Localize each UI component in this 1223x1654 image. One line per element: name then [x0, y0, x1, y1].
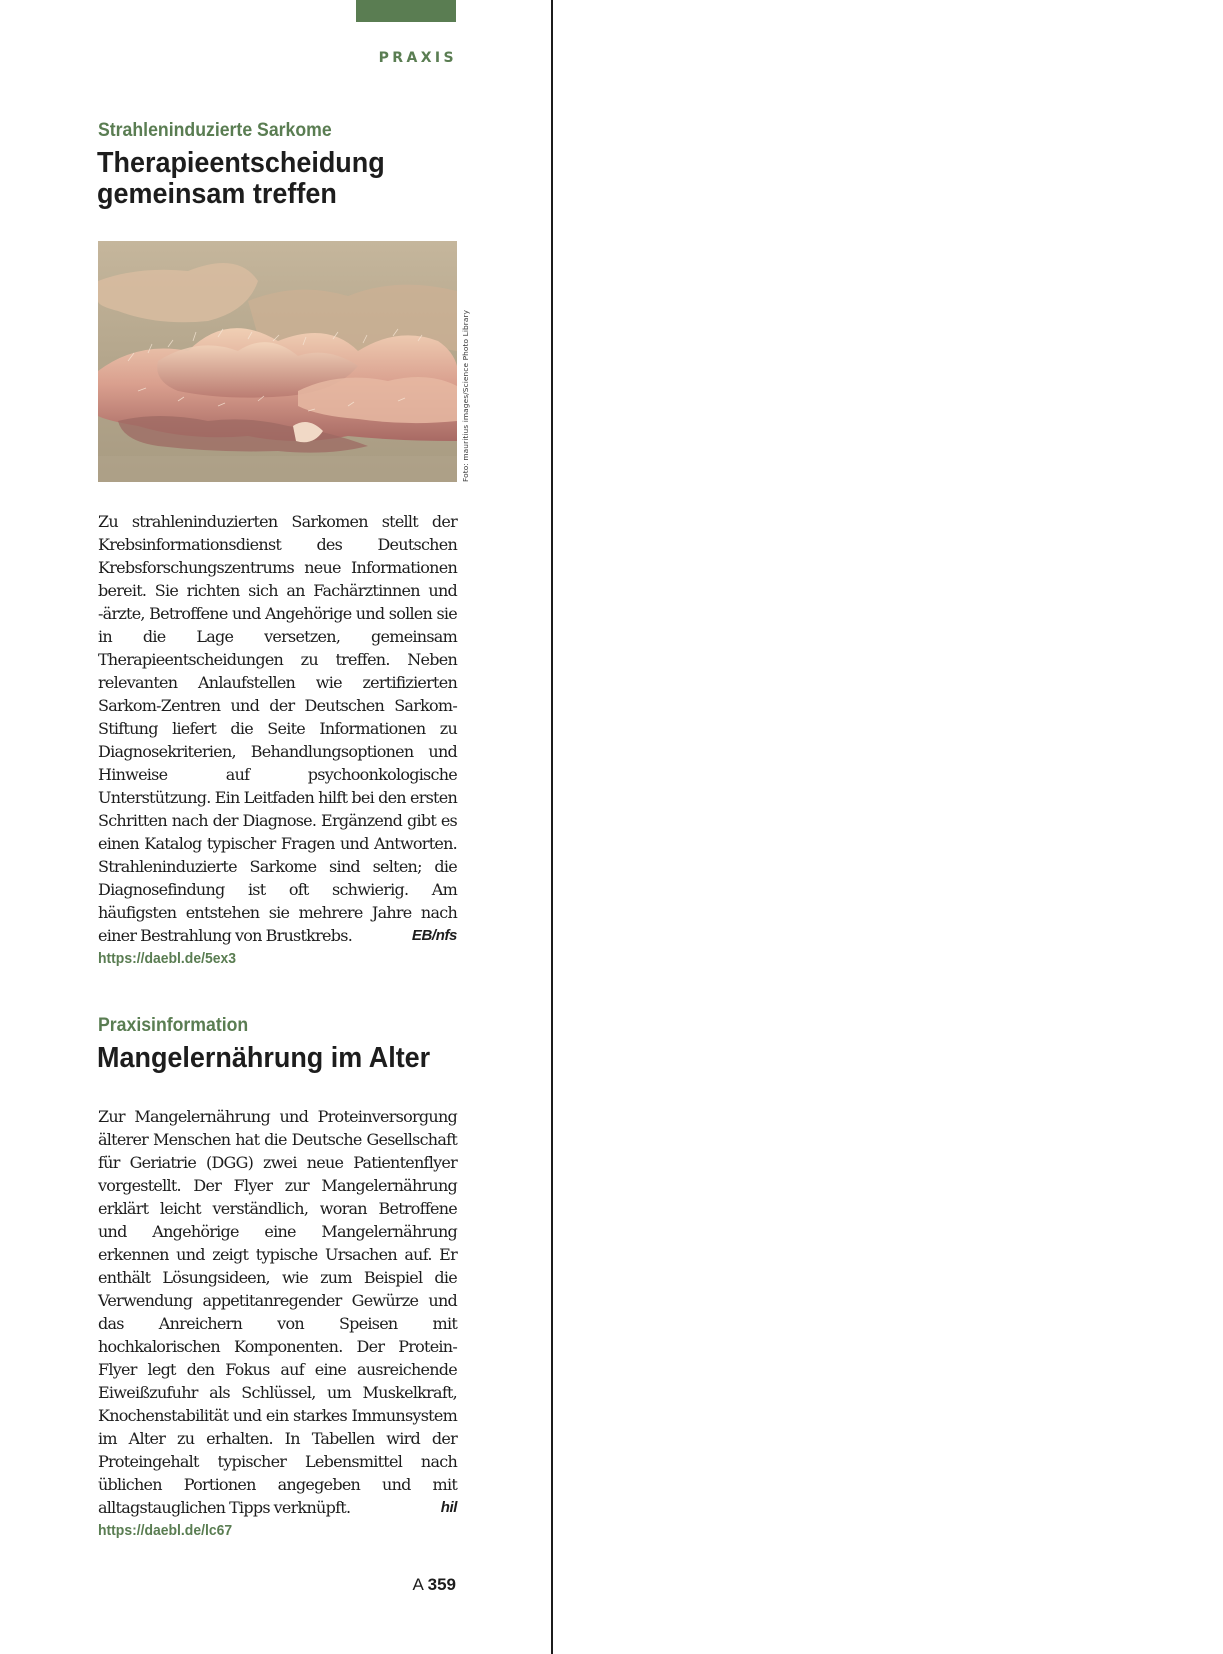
article-1-body — [98, 510, 457, 947]
article-2-headline: Mangelernährung im Alter — [97, 1042, 431, 1074]
article-1-headline — [97, 148, 432, 210]
page-number-value: 359 — [427, 1575, 456, 1594]
article-1-photo — [98, 241, 457, 482]
article-2-body-text: Zur Mangelernährung und Proteinversorgung älterer Menschen hat die Deutsche Gesellschaft für Geriatrie (DGG) zwei neue Patientenflyer vorgestellt. Der Flyer zur Mangelernährung erklärt leicht verständlich, woran Betroffene und Angehörige eine Mangelernährung erkennen und zeigt typische Ursachen auf. Er enthält Lösungsideen, wie zum Beispiel die Verwendung appetitanregender Gewürze und das Anreichern von Speisen mit hochkalorischen Komponenten. Der Protein-Flyer legt den Fokus auf eine ausreichende Eiweißzufuhr als Schlüssel, um Muskelkraft, Knochenstabilität und ein starkes Immunsystem im Alter zu erhalten. In Tabellen wird der Proteingehalt typischer Lebensmittel nach üblichen Portionen angegeben und mit alltagstauglichen Tipps verknüpft. — [98, 1107, 457, 1517]
article-2-heading — [98, 1015, 457, 1074]
section-label: PRAXIS — [378, 50, 457, 66]
page-number — [412, 1575, 456, 1595]
article-1-heading — [98, 120, 457, 210]
cells-micrograph-image — [98, 241, 457, 482]
article-1-headline-line-2: gemeinsam treffen — [97, 178, 337, 210]
section-color-tab — [356, 0, 456, 22]
article-2-signature: hil — [440, 1499, 457, 1516]
article-1-body-text: Zu strahleninduzierten Sarkomen stellt der Krebsinformationsdienst des Deutschen Krebsforschungszentrums neue Informationen bereit. Sie richten sich an Fachärztinnen und -ärzte, Betroffene und Angehörige und sollen sie in die Lage versetzen, gemeinsam Therapieentscheidungen zu treffen. Neben relevanten Anlaufstellen wie zertifizierten Sarkom-Zentren und der Deutschen Sarkom-Stiftung liefert die Seite Informationen zu Diagnosekriterien, Behandlungsoptionen und Hinweise auf psychoonkologische Unterstützung. Ein Leitfaden hilft bei den ersten Schritten nach der Diagnose. Ergänzend gibt es einen Katalog typischer Fragen und Antworten. Strahleninduzierte Sarkome sind selten; die Diagnosefindung ist oft schwierig. Am häufigsten entstehen sie mehrere Jahre nach einer Bestrahlung von Brustkrebs. — [98, 512, 457, 945]
article-2-link[interactable]: https://daebl.de/lc67 — [98, 1522, 233, 1539]
article-2-kicker: Praxisinformation — [98, 1015, 249, 1036]
page-divider — [551, 0, 553, 1654]
page-prefix: A — [412, 1575, 423, 1594]
article-1-signature: EB/nfs — [411, 927, 457, 944]
photo-credit: Foto: mauritius images/Science Photo Library — [461, 309, 470, 482]
article-2-body — [98, 1105, 457, 1519]
article-1-text — [98, 510, 457, 970]
article-2-text — [98, 1105, 457, 1542]
article-1-headline-line-1: Therapieentscheidung — [97, 147, 385, 179]
article-1-link[interactable]: https://daebl.de/5ex3 — [98, 950, 236, 967]
article-1-kicker: Strahleninduzierte Sarkome — [98, 120, 332, 141]
